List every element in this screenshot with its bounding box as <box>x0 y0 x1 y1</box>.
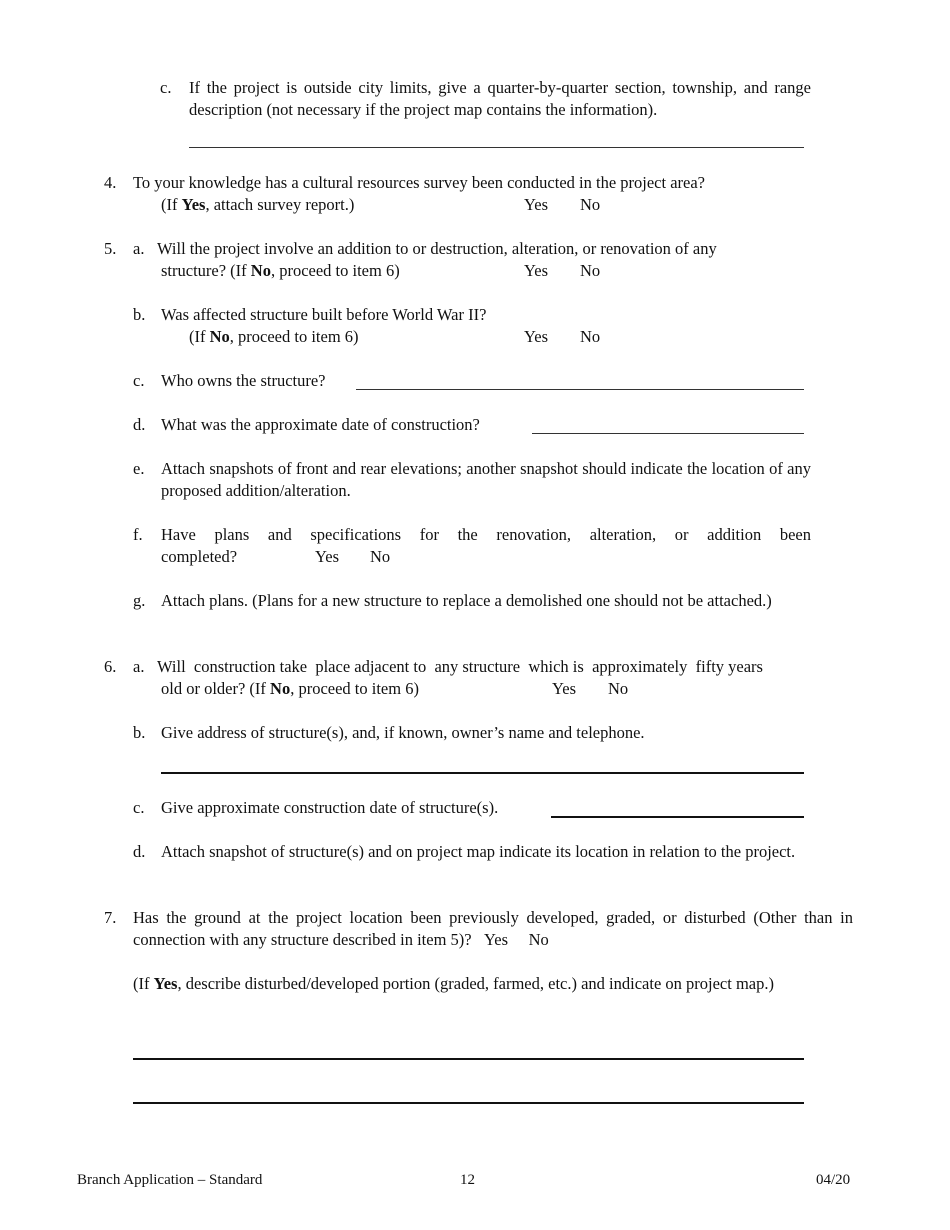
item-5f-marker: f. <box>133 525 143 544</box>
item-6d-text: Attach snapshot of structure(s) and on project map indicate its location in relation to the project. <box>161 842 796 861</box>
item-5b-yes-option[interactable]: Yes <box>524 327 549 346</box>
item-5f-text-line2: completed? <box>161 547 238 566</box>
item-6-number: 6. <box>104 657 117 676</box>
item-5f-no-option[interactable]: No <box>370 547 391 566</box>
item-7-yes-option[interactable]: Yes <box>483 930 508 949</box>
item-4-note: (If Yes, attach survey report.) <box>161 195 355 214</box>
item-6c-marker: c. <box>133 798 145 817</box>
item-6a-yes-option[interactable]: Yes <box>552 679 577 698</box>
item-6c-answer-line[interactable] <box>551 816 804 818</box>
item-4-no-option[interactable]: No <box>580 195 601 214</box>
item-4-text: To your knowledge has a cultural resources survey been conducted in the project area? <box>133 173 705 192</box>
item-7-note: (If Yes, describe disturbed/developed portion (graded, farmed, etc.) and indicate on project map.) <box>133 974 774 993</box>
item-6a-text-line1: Will construction take place adjacent to any structure which is approximately fifty years <box>157 657 763 676</box>
item-7-text: Has the ground at the project location been previously developed, graded, or disturbed (Other than in connection with any structure described in item 5)? Yes No <box>133 908 853 949</box>
item-4-number: 4. <box>104 173 117 192</box>
item-5e-text: Attach snapshots of front and rear elevations; another snapshot should indicate the location of any proposed addition/alteration. <box>161 459 811 500</box>
item-5g-text: Attach plans. (Plans for a new structure to replace a demolished one should not be attached.) <box>161 591 772 610</box>
item-6b-answer-line[interactable] <box>161 772 804 774</box>
item-6a-no-option[interactable]: No <box>608 679 629 698</box>
item-7-answer-line-2[interactable] <box>133 1102 804 1104</box>
item-5b-no-option[interactable]: No <box>580 327 601 346</box>
item-6b-text: Give address of structure(s), and, if known, owner’s name and telephone. <box>161 723 645 742</box>
item-5a-marker: a. <box>133 239 145 258</box>
item-5a-yes-option[interactable]: Yes <box>524 261 549 280</box>
item-5a-text-line1: Will the project involve an addition to or destruction, alteration, or renovation of any <box>157 239 717 258</box>
item-6a-text-line2: old or older? (If No, proceed to item 6) <box>161 679 419 698</box>
item-5d-marker: d. <box>133 415 146 434</box>
item-3c-answer-line[interactable] <box>189 147 804 148</box>
item-6c-text: Give approximate construction date of structure(s). <box>161 798 499 817</box>
item-7-answer-line-1[interactable] <box>133 1058 804 1060</box>
item-5c-text: Who owns the structure? <box>161 371 326 390</box>
item-7-no-option[interactable]: No <box>528 930 549 949</box>
item-3c-marker: c. <box>160 78 172 97</box>
item-5d-answer-line[interactable] <box>532 433 804 434</box>
item-6a-marker: a. <box>133 657 145 676</box>
footer-document-title: Branch Application – Standard <box>77 1172 263 1188</box>
item-4-yes-option[interactable]: Yes <box>524 195 549 214</box>
item-3c-text: If the project is outside city limits, give a quarter-by-quarter section, township, and range description (not necessary if the project map contains the information). <box>189 78 811 119</box>
item-5c-answer-line[interactable] <box>356 389 804 390</box>
item-5c-marker: c. <box>133 371 145 390</box>
item-5f-text-line1: Have plans and specifications for the renovation, alteration, or addition been <box>161 525 811 544</box>
item-5b-text-line1: Was affected structure built before World War II? <box>161 305 487 324</box>
item-6d-marker: d. <box>133 842 146 861</box>
item-5f-yes-option[interactable]: Yes <box>315 547 340 566</box>
footer-revision-date: 04/20 <box>816 1172 851 1188</box>
item-5-number: 5. <box>104 239 117 258</box>
item-6b-marker: b. <box>133 723 146 742</box>
item-7-number: 7. <box>104 908 117 927</box>
footer-page-number: 12 <box>460 1172 475 1188</box>
item-5a-no-option[interactable]: No <box>580 261 601 280</box>
item-5b-text-line2: (If No, proceed to item 6) <box>189 327 359 346</box>
item-5g-marker: g. <box>133 591 146 610</box>
item-5a-text-line2: structure? (If No, proceed to item 6) <box>161 261 400 280</box>
item-5d-text: What was the approximate date of construction? <box>161 415 480 434</box>
item-5b-marker: b. <box>133 305 146 324</box>
item-5e-marker: e. <box>133 459 145 478</box>
